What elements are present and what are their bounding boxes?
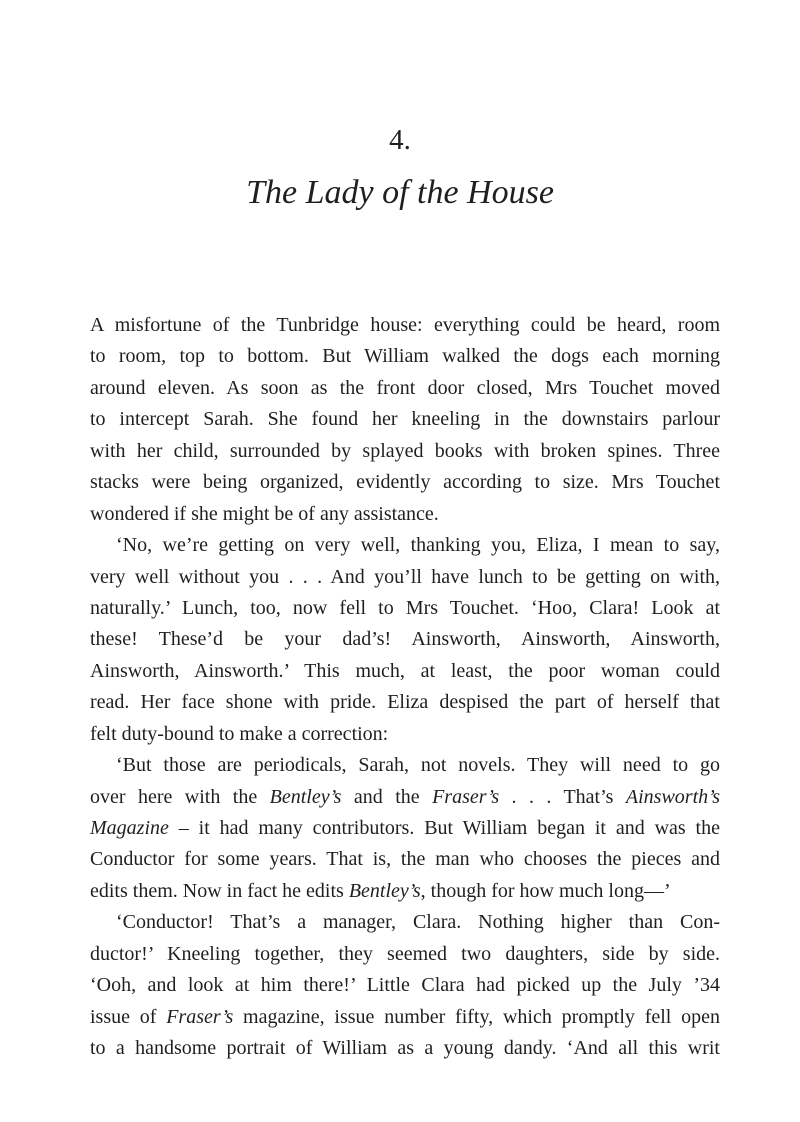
text-segment: read. Her face shone with pride. Eliza despised the part of herself that [90,691,720,714]
text-segment: . . . That’s [499,785,626,808]
text-segment: Ainsworth, Ainsworth.’ This much, at least, the poor woman could [90,659,720,682]
text-line [90,624,720,655]
text-segment: around eleven. As soon as the front door closed, Mrs Touchet moved [90,376,720,399]
text-line [90,813,720,844]
text-line [90,467,720,498]
text-segment: to a handsome portrait of William as a young dandy. ‘And all this writ [90,1037,720,1060]
text-line [90,907,720,938]
chapter-title: The Lady of the House [246,174,554,211]
text-segment: edits them. Now in fact he edits [90,879,349,902]
text-segment: stacks were being organized, evidently according to size. Mrs Touchet [90,471,720,494]
text-segment: and the [341,785,433,808]
chapter-number: 4. [389,124,411,156]
text-segment: ‘Ooh, and look at him there!’ Little Clara had picked up the July ’34 [90,974,720,997]
text-line [90,1002,720,1033]
text-segment: over here with the [90,785,270,808]
italic-title: Fraser’s [432,785,500,808]
text-segment: to room, top to bottom. But William walked the dogs each morning [90,345,720,368]
text-segment: ‘But those are periodicals, Sarah, not novels. They will need to go [116,754,720,777]
italic-title: Magazine [90,817,169,839]
text-segment: – it had many contributors. But William began it and was the [168,817,720,839]
text-segment: wondered if she might be of any assistance. [90,502,439,525]
text-line [90,656,720,687]
text-line [90,1033,720,1064]
text-segment: issue of [90,1005,167,1028]
text-segment: these! These’d be your dad’s! Ainsworth, Ainsworth, Ainsworth, [90,628,720,651]
text-line [90,876,720,907]
text-segment: felt duty-bound to make a correction: [90,722,389,745]
text-line [90,373,720,404]
text-segment: , though for how much long—’ [420,879,671,902]
italic-title: Bentley’s [269,785,342,808]
chapter-body-text [90,310,720,1065]
text-line [90,782,720,813]
text-line [90,844,720,875]
text-segment: to intercept Sarah. She found her kneeling in the downstairs parlour [90,408,720,431]
text-segment: A misfortune of the Tunbridge house: everything could be heard, room [90,314,720,336]
text-segment: ductor!’ Kneeling together, they seemed two daughters, side by side. [90,942,720,965]
text-line [90,970,720,1001]
text-line [90,939,720,970]
text-segment: very well without you . . . And you’ll have lunch to be getting on with, [90,565,720,588]
italic-title: Fraser’s [166,1005,234,1028]
text-segment: magazine, issue number fifty, which promptly fell open [233,1005,720,1028]
text-segment: ‘No, we’re getting on very well, thanking you, Eliza, I mean to say, [116,534,720,557]
text-line [90,310,720,341]
text-segment: ‘Conductor! That’s a manager, Clara. Nothing higher than Con- [116,911,720,934]
text-line [90,750,720,781]
italic-title: Bentley’s [348,879,421,902]
text-line [90,436,720,467]
italic-title: Ainsworth’s [625,785,720,808]
text-line [90,687,720,718]
text-line [90,530,720,561]
text-segment: naturally.’ Lunch, too, now fell to Mrs Touchet. ‘Hoo, Clara! Look at [90,596,720,619]
text-segment: Conductor for some years. That is, the man who chooses the pieces and [90,848,720,871]
text-line [90,404,720,435]
text-line [90,562,720,593]
text-line [90,499,720,530]
text-line [90,593,720,624]
text-line [90,341,720,372]
text-segment: with her child, surrounded by splayed books with broken spines. Three [90,439,720,462]
text-line [90,719,720,750]
